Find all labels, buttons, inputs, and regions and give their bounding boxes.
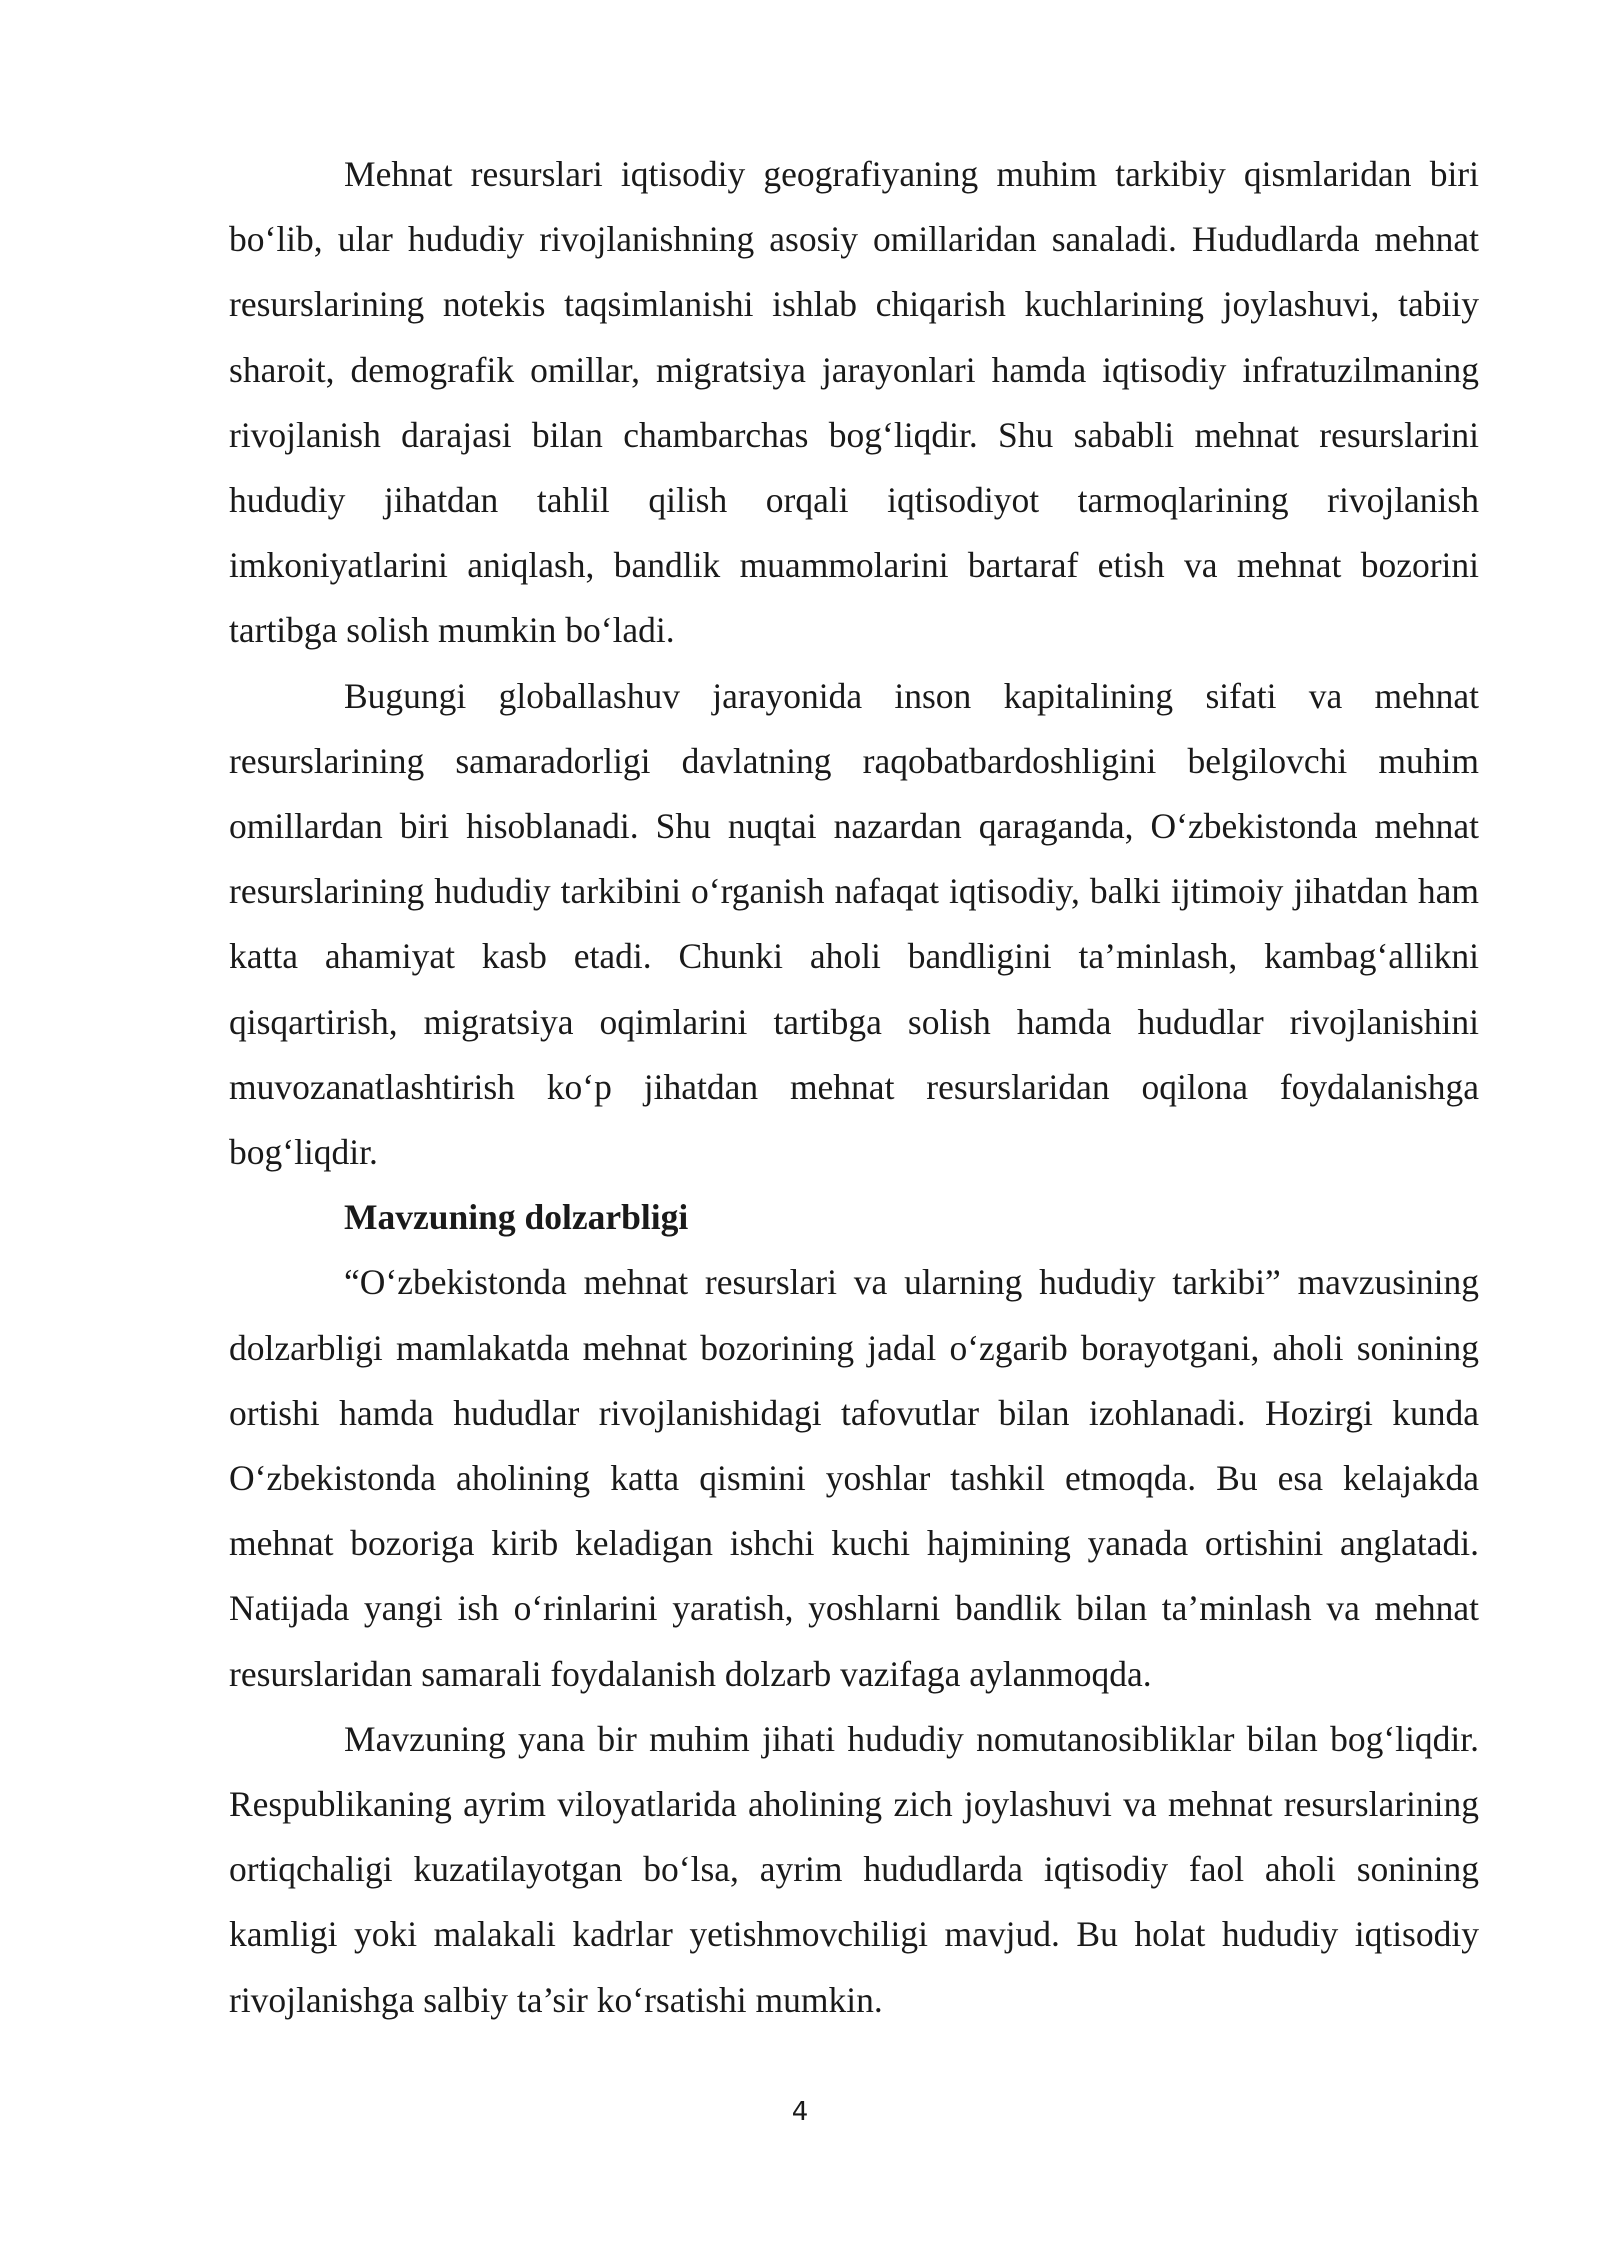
page-number: 4 bbox=[791, 2097, 809, 2127]
paragraph-topic-relevance: “O‘zbekistonda mehnat resurslari va ularning hududiy tarkibi” mavzusining dolzarbligi mamlakatda mehnat bozorining jadal o‘zgarib borayotgani, aholi sonining ortishi hamda hududlar rivojlanishidagi tafovutlar bilan izohlanadi. Hozirgi kunda O‘zbekistonda aholining katta qismini yoshlar tashkil etmoqda. Bu esa kelajakda mehnat bozoriga kirib keladigan ishchi kuchi hajmining yanada ortishini anglatadi. Natijada yangi ish o‘rinlarini yaratish, yoshlarni bandlik bilan ta’minlash va mehnat resurslaridan samarali foydalanish dolzarb vazifaga aylanmoqda. bbox=[229, 1262, 1479, 1694]
document-body bbox=[229, 142, 1479, 2033]
paragraph-labor-resources-intro: Mehnat resurslari iqtisodiy geografiyaning muhim tarkibiy qismlaridan biri bo‘lib, ular hududiy rivojlanishning asosiy omillaridan sanaladi. Hududlarda mehnat resurslarining notekis taqsimlanishi ishlab chiqarish kuchlarining joylashuvi, tabiiy sharoit, demografik omillar, migratsiya jarayonlari hamda iqtisodiy infratuzilmaning rivojlanish darajasi bilan chambarchas bog‘liqdir. Shu sababli mehnat resurslarini hududiy jihatdan tahlil qilish orqali iqtisodiyot tarmoqlarining rivojlanish imkoniyatlarini aniqlash, bandlik muammolarini bartaraf etish va mehnat bozorini tartibga solish mumkin bo‘ladi. bbox=[229, 154, 1479, 651]
paragraph-regional-imbalance: Mavzuning yana bir muhim jihati hududiy nomutanosibliklar bilan bog‘liqdir. Respublikaning ayrim viloyatlarida aholining zich joylashuvi va mehnat resurslarining ortiqchaligi kuzatilayotgan bo‘lsa, ayrim hududlarda iqtisodiy faol aholi sonining kamligi yoki malakali kadrlar yetishmovchiligi mavjud. Bu holat hududiy iqtisodiy rivojlanishga salbiy ta’sir ko‘rsatishi mumkin. bbox=[229, 1718, 1479, 2020]
paragraph-globalization: Bugungi globallashuv jarayonida inson kapitalining sifati va mehnat resurslarining samaradorligi davlatning raqobatbardoshligini belgilovchi muhim omillardan biri hisoblanadi. Shu nuqtai nazardan qaraganda, O‘zbekistonda mehnat resurslarining hududiy tarkibini o‘rganish nafaqat iqtisodiy, balki ijtimoiy jihatdan ham katta ahamiyat kasb etadi. Chunki aholi bandligini ta’minlash, kambag‘allikni qisqartirish, migratsiya oqimlarini tartibga solish hamda hududlar rivojlanishini muvozanatlashtirish ko‘p jihatdan mehnat resurslaridan oqilona foydalanishga bog‘liqdir. bbox=[229, 675, 1479, 1173]
section-heading-relevance: Mavzuning dolzarbligi bbox=[344, 1197, 689, 1238]
